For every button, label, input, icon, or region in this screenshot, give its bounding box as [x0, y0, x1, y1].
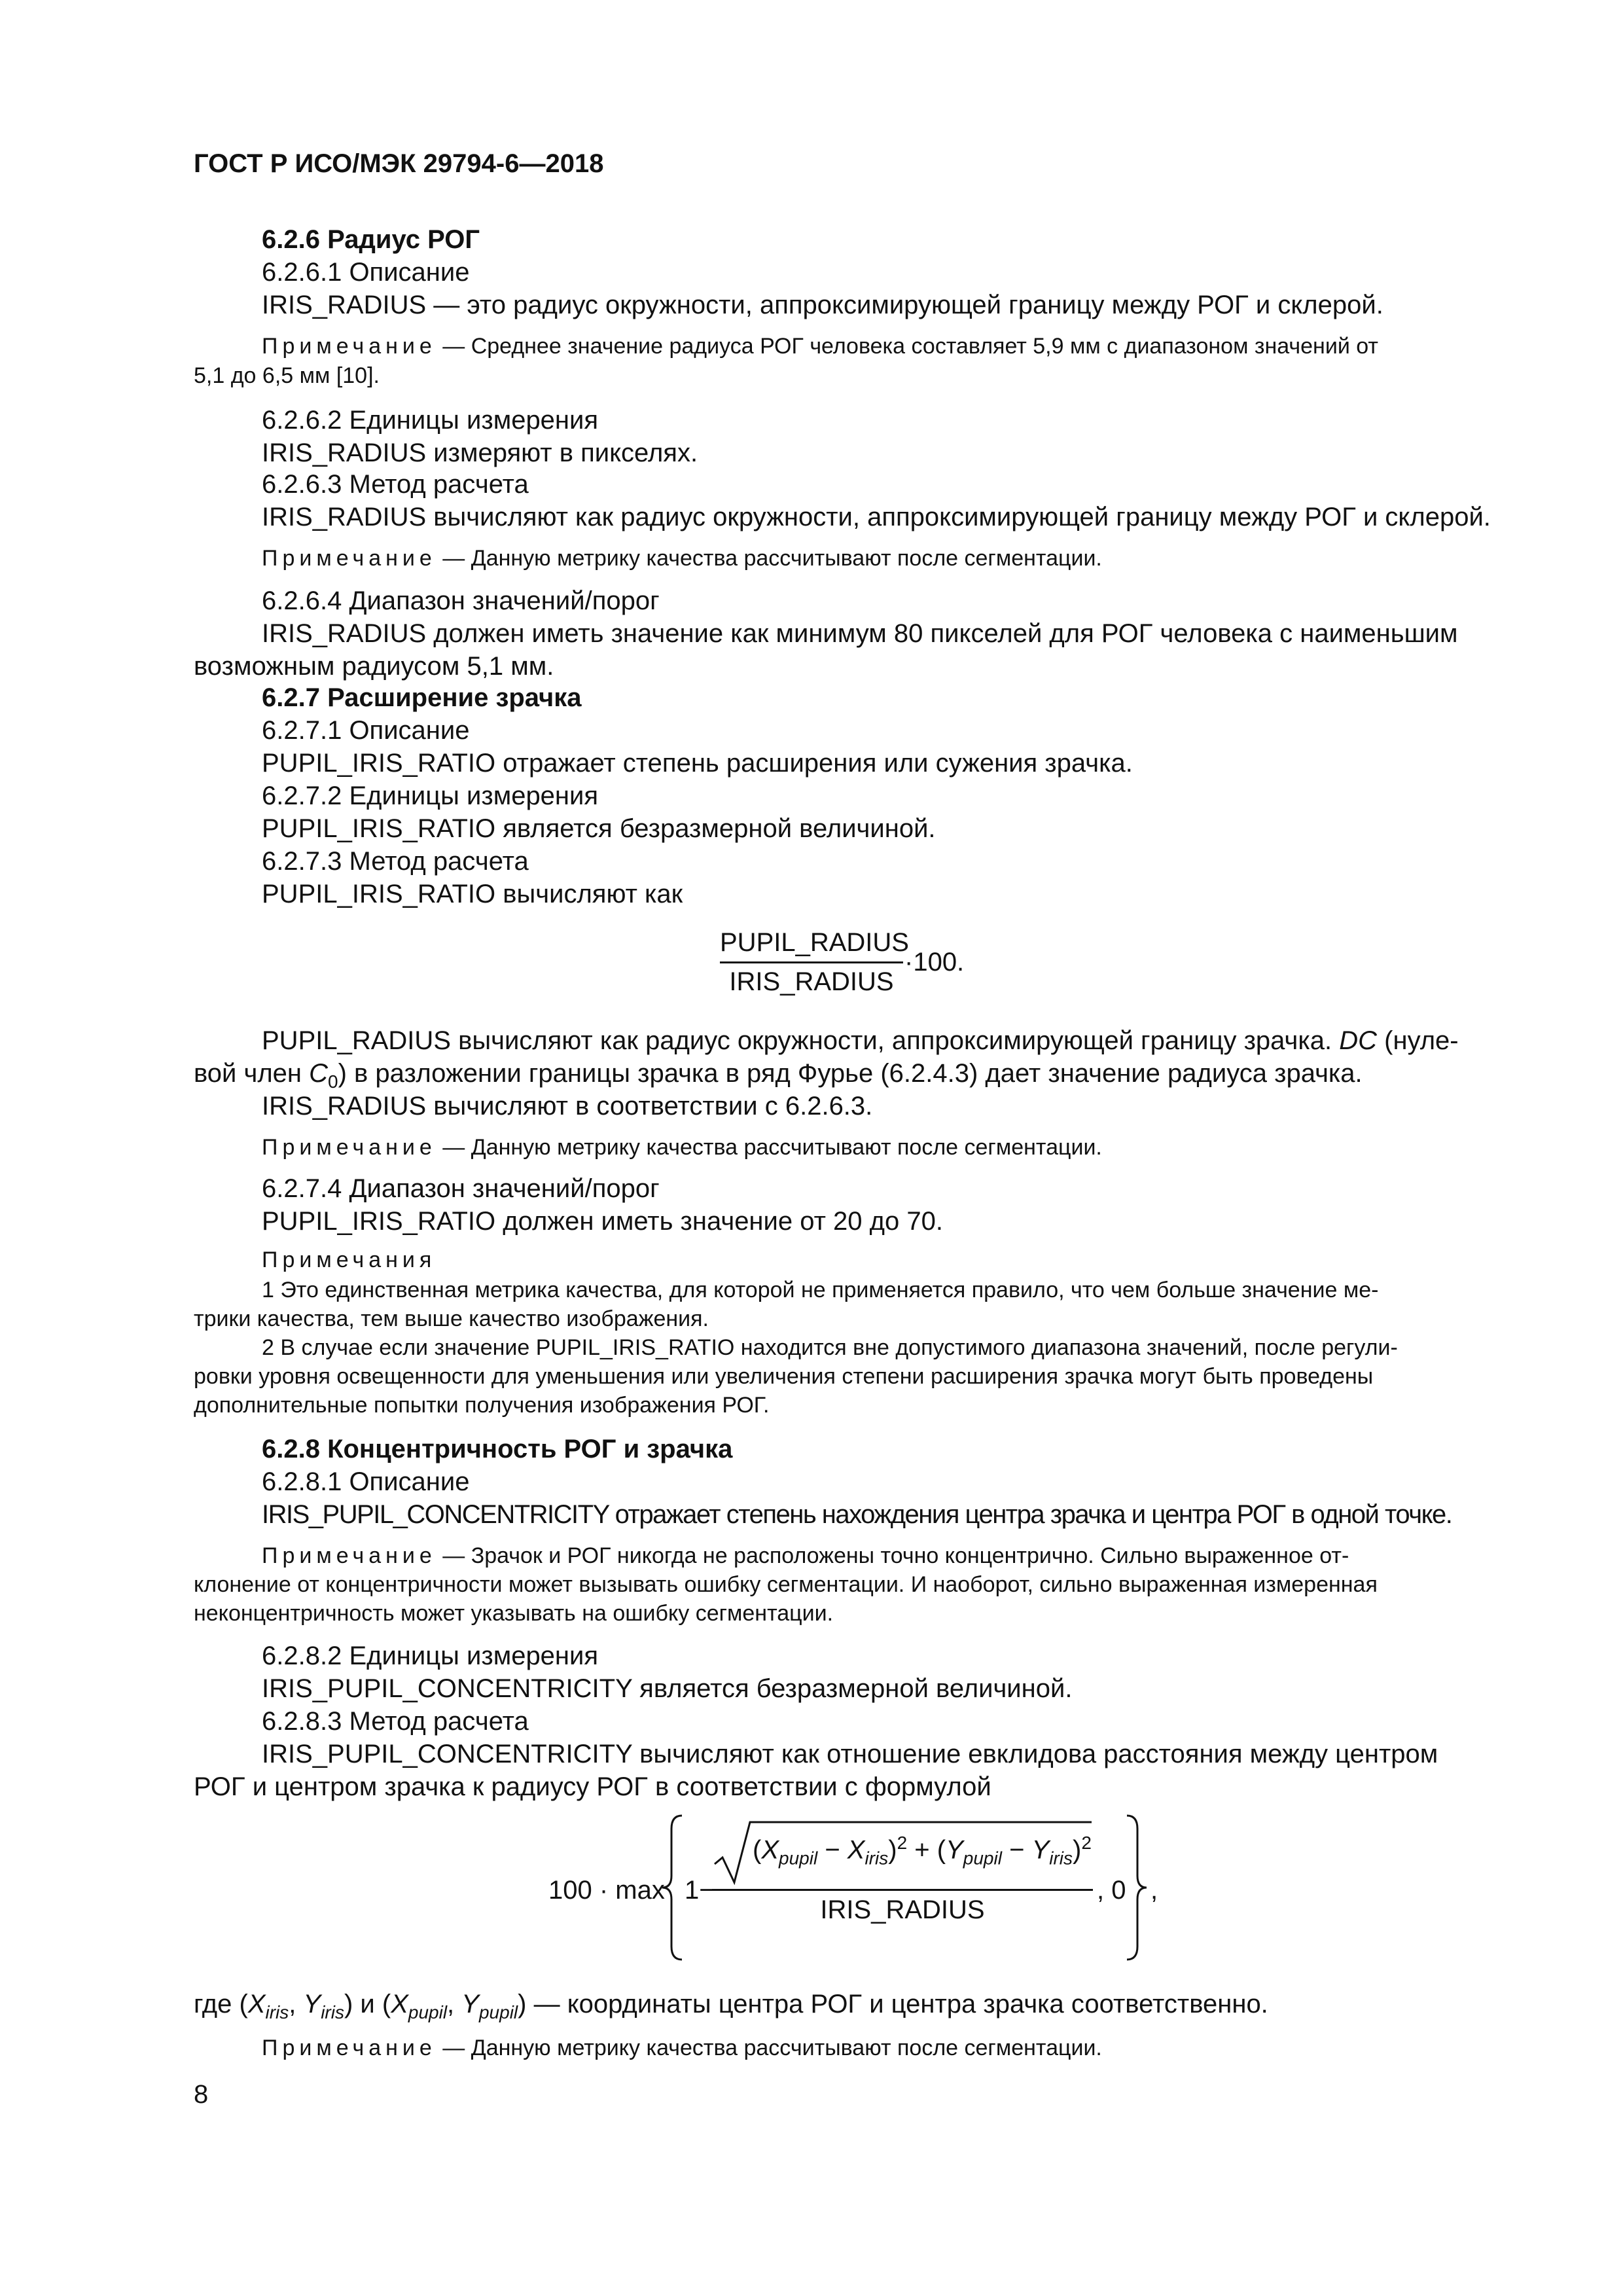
paragraph: PUPIL_IRIS_RATIO отражает степень расширения или сужения зрачка. — [262, 749, 1133, 778]
paragraph: PUPIL_IRIS_RATIO вычисляют как — [262, 880, 683, 908]
subsection-title: 6.2.6.1 Описание — [262, 258, 470, 287]
subsection-title: 6.2.8.3 Метод расчета — [262, 1707, 529, 1736]
section-title: 6.2.8 Концентричность РОГ и зрачка — [262, 1435, 733, 1463]
page-number: 8 — [194, 2080, 209, 2109]
paragraph: PUPIL_IRIS_RATIO должен иметь значение от 20 до 70. — [262, 1207, 943, 1236]
paragraph-text: ) в разложении границы зрачка в ряд Фурье (6.2.4.3) дает значение радиуса зрачка. — [338, 1059, 1363, 1088]
formula-prefix: 100 · max — [548, 1876, 665, 1905]
ratio-formula — [720, 928, 909, 997]
sqrt-radicand: $(X_{pupil} - X_{iris})^2 + (Y_{pupil} - Y_{iris})^2$ — [753, 1833, 1092, 1869]
paragraph: IRIS_RADIUS должен иметь значение как минимум 80 пикселей для РОГ человека с наименьшим — [262, 619, 1458, 648]
paragraph: IRIS_RADIUS измеряют в пикселях. — [262, 439, 698, 467]
paragraph-text: вой член — [194, 1059, 302, 1088]
note-item: 2 В случае если значение PUPIL_IRIS_RATIO находится вне допустимого диапазона значений, после регули- — [262, 1335, 1398, 1360]
paragraph: IRIS_PUPIL_CONCENTRICITY вычисляют как отношение евклидова расстояния между центром — [262, 1740, 1438, 1768]
subsection-title: 6.2.7.1 Описание — [262, 716, 470, 745]
subsection-title: 6.2.7.3 Метод расчета — [262, 847, 529, 876]
subsection-title: 6.2.6.3 Метод расчета — [262, 470, 529, 499]
paragraph-continuation: возможным радиусом 5,1 мм. — [194, 652, 554, 681]
note-item-continuation: ровки уровня освещенности для уменьшения или увеличения степени расширения зрачка могут быть проведены — [194, 1364, 1374, 1389]
one-minus: 1− — [685, 1876, 715, 1905]
note — [262, 1135, 1102, 1160]
paragraph-text: (нуле- — [1384, 1026, 1459, 1055]
note-continuation: неконцентричность может указывать на ошибку сегментации. — [194, 1601, 834, 1626]
paragraph: IRIS_RADIUS — это радиус окружности, аппроксимирующей границу между РОГ и склерой. — [262, 291, 1383, 319]
paragraph-continuation: РОГ и центром зрачка к радиусу РОГ в соответствии с формулой — [194, 1772, 991, 1801]
subsection-title: 6.2.7.4 Диапазон значений/порог — [262, 1174, 660, 1203]
note-continuation: клонение от концентричности может вызывать ошибку сегментации. И наоборот, сильно выраженная измеренная — [194, 1572, 1378, 1597]
paragraph-text: PUPIL_RADIUS вычисляют как радиус окружности, аппроксимирующей границу зрачка. — [262, 1026, 1332, 1055]
note-label: Примечание — [262, 546, 437, 571]
subsection-title: 6.2.7.2 Единицы измерения — [262, 781, 599, 810]
note-item-continuation: дополнительные попытки получения изображения РОГ. — [194, 1393, 770, 1418]
subsection-title: 6.2.6.4 Диапазон значений/порог — [262, 586, 660, 615]
where-clause: где ($X_{iris}$, $Y_{iris}$) и ($X_{pupil}$, $Y_{pupil}$) — координаты центра РОГ и центра зрачка соответственно. — [194, 1990, 1268, 2022]
formula-numerator: PUPIL_RADIUS — [720, 928, 909, 957]
formula-denominator: IRIS_RADIUS — [820, 1895, 985, 1924]
note-label: Примечание — [262, 1135, 437, 1160]
note-continuation: 5,1 до 6,5 мм [10]. — [194, 363, 380, 388]
subsection-title: 6.2.8.1 Описание — [262, 1467, 470, 1496]
section-title: 6.2.6 Радиус РОГ — [262, 225, 480, 254]
c0-symbol: C — [309, 1059, 329, 1088]
document-header: ГОСТ Р ИСО/МЭК 29794-6—2018 — [194, 149, 604, 178]
note-label: Примечание — [262, 2036, 437, 2060]
c0-subscript: 0 — [328, 1071, 338, 1092]
fraction-bar — [720, 961, 903, 963]
subsection-title: 6.2.8.2 Единицы измерения — [262, 1641, 599, 1670]
note-text: — Данную метрику качества рассчитывают после сегментации. — [442, 2036, 1102, 2060]
note-item-continuation: трики качества, тем выше качество изображения. — [194, 1306, 709, 1331]
fraction-bar — [712, 1889, 1093, 1891]
note — [262, 2036, 1102, 2061]
note — [262, 546, 1102, 571]
note — [262, 334, 1492, 359]
left-brace — [660, 1813, 686, 1962]
notes-label: Примечания — [262, 1247, 437, 1272]
formula-end: , — [1150, 1876, 1158, 1905]
note-label: Примечание — [262, 334, 437, 359]
dc-symbol: DC — [1339, 1026, 1378, 1055]
note-label: Примечание — [262, 1543, 437, 1568]
note-text: — Среднее значение радиуса РОГ человека составляет 5,9 мм с диапазоном значений от — [442, 334, 1378, 359]
paragraph: IRIS_RADIUS вычисляют как радиус окружности, аппроксимирующей границу между РОГ и склерой. — [262, 503, 1491, 531]
right-brace — [1123, 1813, 1149, 1962]
paragraph-continuation — [194, 1059, 1363, 1092]
subsection-title: 6.2.6.2 Единицы измерения — [262, 406, 599, 435]
paragraph: IRIS_PUPIL_CONCENTRICITY является безразмерной величиной. — [262, 1674, 1073, 1703]
note — [262, 1543, 1349, 1569]
note-text: — Зрачок и РОГ никогда не расположены точно концентрично. Сильно выраженное от- — [442, 1543, 1349, 1568]
paragraph — [262, 1026, 1459, 1056]
paragraph: IRIS_RADIUS вычисляют в соответствии с 6.2.6.3. — [262, 1092, 873, 1121]
note-text: — Данную метрику качества рассчитывают после сегментации. — [442, 1135, 1102, 1160]
section-title: 6.2.7 Расширение зрачка — [262, 683, 582, 712]
formula-multiplier: ·100. — [904, 948, 965, 977]
paragraph: IRIS_PUPIL_CONCENTRICITY отражает степень нахождения центра зрачка и центра РОГ в одной точке. — [262, 1500, 1452, 1529]
paragraph: PUPIL_IRIS_RATIO является безразмерной величиной. — [262, 814, 936, 843]
note-item: 1 Это единственная метрика качества, для которой не применяется правило, что чем больше значение ме- — [262, 1278, 1379, 1302]
formula-denominator: IRIS_RADIUS — [729, 967, 894, 996]
note-text: — Данную метрику качества рассчитывают после сегментации. — [442, 546, 1102, 571]
formula-tail: , 0 — [1097, 1876, 1126, 1905]
